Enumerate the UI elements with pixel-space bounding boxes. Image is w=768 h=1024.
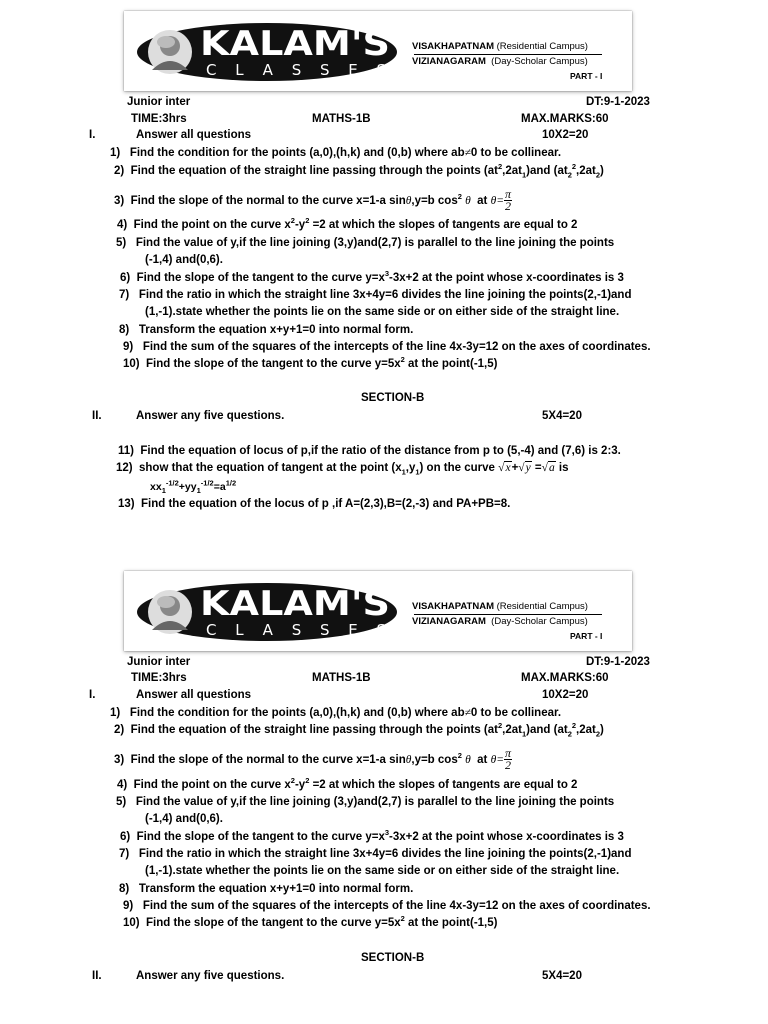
kalams-logo <box>136 22 398 82</box>
campus-line-2-b: VIZIANAGARAM (Day-Scholar Campus) <box>412 616 588 627</box>
question-9-b: 9) Find the sum of the squares of the intercepts of the line 4x-3y=12 on the axes of coordinates. <box>123 900 651 912</box>
campus-line-1-b: VISAKHAPATNAM (Residential Campus) <box>412 601 588 612</box>
question-4-b: 4) Find the point on the curve $x^2-y^2 =2$ at which the slopes of tangents are equal to 2 <box>117 776 578 791</box>
date-label: DT:9-1-2023 <box>586 96 650 108</box>
question-11: 11) Find the equation of locus of p,if the ratio of the distance from p to (5,-4) and (7,6) is 2:3. <box>118 445 621 457</box>
date-label-b: DT:9-1-2023 <box>586 656 650 668</box>
subject-label-b: MATHS-1B <box>312 672 371 684</box>
question-7-cont: (1,-1).state whether the points lie on the same side or on either side of the straight line. <box>145 306 620 318</box>
part-label-b: PART - I <box>570 631 603 641</box>
part-label: PART - I <box>570 71 603 81</box>
question-7-cont-b: (1,-1).state whether the points lie on the same side or on either side of the straight line. <box>145 865 620 877</box>
question-3-b: 3) Find the slope of the normal to the curve x=1-a sinθ,y=b $\cos^2 \theta$ at θ= $\frac{\pi}{2}$ <box>114 746 511 773</box>
campus-divider-b <box>414 614 602 615</box>
section-b-instruction: Answer any five questions. <box>136 410 285 422</box>
question-7: 7) Find the ratio in which the straight line 3x+4y=6 divides the line joining the points(2,-1)and <box>119 289 632 301</box>
question-8: 8) Transform the equation x+y+1=0 into normal form. <box>119 324 414 336</box>
kalams-logo-2 <box>136 582 398 642</box>
section-b-instruction-b: Answer any five questions. <box>136 970 285 982</box>
section-a-instruction: Answer all questions <box>136 129 252 141</box>
question-7-b: 7) Find the ratio in which the straight line 3x+4y=6 divides the line joining the points(2,-1)and <box>119 848 632 860</box>
max-marks-label: MAX.MARKS:60 <box>521 113 609 125</box>
question-9: 9) Find the sum of the squares of the intercepts of the line 4x-3y=12 on the axes of coordinates. <box>123 341 651 353</box>
section-a-roman-b: I. <box>89 689 96 701</box>
question-5: 5) Find the value of y,if the line joining (3,y)and(2,7) is parallel to the line joining the points <box>116 237 615 249</box>
logo-sub-text-2: CLASSES <box>206 621 386 639</box>
question-5-cont: (-1,4) and(0,6). <box>145 254 223 266</box>
campus-divider <box>414 54 602 55</box>
time-label: TIME:3hrs <box>131 113 187 125</box>
header-banner <box>124 11 632 91</box>
question-2-b: 2) Find the equation of the straight line passing through the points $(at^2,2at_1)and$ $(at_2^2,2at_2)$ <box>114 721 604 739</box>
question-8-b: 8) Transform the equation x+y+1=0 into normal form. <box>119 883 414 895</box>
sqrt-x: √x <box>498 462 511 474</box>
sqrt-y: √y <box>518 462 531 474</box>
class-label-b: Junior inter <box>127 656 191 668</box>
section-b-marks-b: 5X4=20 <box>542 970 582 982</box>
section-b-heading-b: SECTION-B <box>361 952 425 964</box>
question-1-b: 1) Find the condition for the points (a,0),(h,k) and (0,b) where ab≠0 to be collinear. <box>110 707 562 719</box>
section-a-roman: I. <box>89 129 96 141</box>
sqrt-a: √a <box>541 462 555 474</box>
question-1: 1) Find the condition for the points (a,0),(h,k) and (0,b) where ab≠0 to be collinear. <box>110 147 562 159</box>
logo-main-text: KALAM'S <box>200 24 390 64</box>
pi-over-2-fraction: $\frac{\pi}{2}$ <box>504 187 511 214</box>
section-b-heading: SECTION-B <box>361 392 425 404</box>
section-a-marks: 10X2=20 <box>542 129 589 141</box>
question-5-b: 5) Find the value of y,if the line joining (3,y)and(2,7) is parallel to the line joining the points <box>116 796 615 808</box>
question-4: 4) Find the point on the curve $x^2-y^2 =2$ at which the slopes of tangents are equal to 2 <box>117 216 578 231</box>
question-10: 10) Find the slope of the tangent to the curve $y=5x^2$ at the point(-1,5) <box>123 355 498 370</box>
time-label-b: TIME:3hrs <box>131 672 187 684</box>
question-2: 2) Find the equation of the straight line passing through the points $(at^2,2at_1)and$ $(at_2^2,2at_2)$ <box>114 162 604 180</box>
logo-main-text-2: KALAM'S <box>200 584 390 624</box>
subject-label: MATHS-1B <box>312 113 371 125</box>
question-12: 12) show that the equation of tangent at the point $(x_1,y_1)$ on the curve √x+√y =√a is <box>116 462 569 477</box>
section-a-marks-b: 10X2=20 <box>542 689 589 701</box>
section-b-roman-b: II. <box>92 970 102 982</box>
question-5-cont-b: (-1,4) and(0,6). <box>145 813 223 825</box>
question-13: 13) Find the equation of the locus of p ,if A=(2,3),B=(2,-3) and PA+PB=8. <box>118 498 511 510</box>
question-12-cont: $xx_1^{-1/2}+yy_1^{-1/2}=a^{1/2}$ <box>150 478 237 496</box>
section-a-instruction-b: Answer all questions <box>136 689 252 701</box>
campus-line-1: VISAKHAPATNAM (Residential Campus) <box>412 41 588 52</box>
campus-line-2: VIZIANAGARAM (Day-Scholar Campus) <box>412 56 588 67</box>
question-6: 6) Find the slope of the tangent to the curve $y=x^3-3x+2$ at the point whose x-coordinates is 3 <box>120 269 624 284</box>
question-6-b: 6) Find the slope of the tangent to the curve $y=x^3-3x+2$ at the point whose x-coordinates is 3 <box>120 828 624 843</box>
logo-sub-text: CLASSES <box>206 61 386 79</box>
class-label: Junior inter <box>127 96 191 108</box>
max-marks-label-b: MAX.MARKS:60 <box>521 672 609 684</box>
section-b-roman: II. <box>92 410 102 422</box>
question-3: 3) Find the slope of the normal to the curve x=1-a sinθ,y=b $\cos^2 \theta$ at θ= $\frac{\pi}{2}$ <box>114 187 511 214</box>
section-b-marks: 5X4=20 <box>542 410 582 422</box>
question-10-b: 10) Find the slope of the tangent to the curve $y=5x^2$ at the point(-1,5) <box>123 914 498 929</box>
header-banner-2 <box>124 571 632 651</box>
pi-over-2-fraction-b: $\frac{\pi}{2}$ <box>504 746 511 773</box>
